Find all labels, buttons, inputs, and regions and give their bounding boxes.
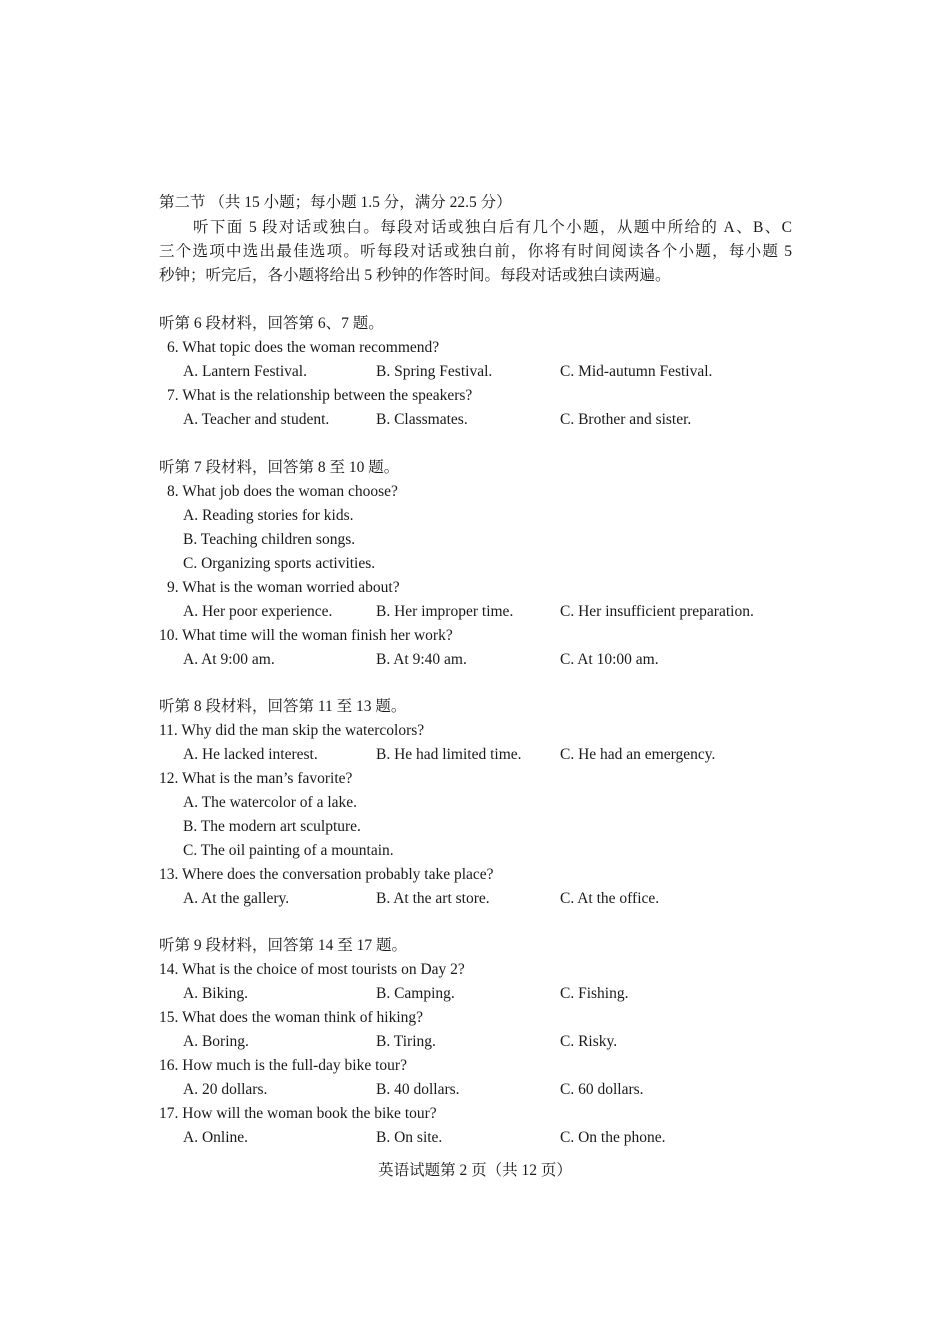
question-stem-17: 17. How will the woman book the bike tour? (159, 1105, 437, 1122)
option-9b: B. Her improper time. (376, 603, 514, 620)
option-7c: C. Brother and sister. (560, 411, 692, 428)
question-stem-6: 6. What topic does the woman recommend? (167, 339, 440, 356)
question-stem-12: 12. What is the man’s favorite? (159, 770, 353, 787)
option-16b: B. 40 dollars. (376, 1081, 460, 1098)
question-stem-16: 16. How much is the full-day bike tour? (159, 1057, 407, 1074)
instruction-line-3: 秒钟；听完后，各小题将给出 5 秒钟的作答时间。每段对话或独白读两遍。 (159, 267, 671, 284)
question-stem-7: 7. What is the relationship between the speakers? (167, 387, 473, 404)
question-stem-14: 14. What is the choice of most tourists on Day 2? (159, 961, 465, 978)
option-17c: C. On the phone. (560, 1129, 666, 1146)
option-16c: C. 60 dollars. (560, 1081, 644, 1098)
option-7b: B. Classmates. (376, 411, 468, 428)
option-10c: C. At 10:00 am. (560, 651, 659, 668)
option-6c: C. Mid-autumn Festival. (560, 363, 713, 380)
option-11a: A. He lacked interest. (183, 746, 318, 763)
option-9a: A. Her poor experience. (183, 603, 333, 620)
instruction-line-2: 三个选项中选出最佳选项。听每段对话或独白前，你将有时间阅读各个小题，每小题 5 (159, 243, 792, 260)
option-6a: A. Lantern Festival. (183, 363, 307, 380)
option-15c: C. Risky. (560, 1033, 618, 1050)
option-11b: B. He had limited time. (376, 746, 522, 763)
question-stem-8: 8. What job does the woman choose? (167, 483, 398, 500)
option-16a: A. 20 dollars. (183, 1081, 268, 1098)
option-15a: A. Boring. (183, 1033, 249, 1050)
option-7a: A. Teacher and student. (183, 411, 330, 428)
option-10b: B. At 9:40 am. (376, 651, 467, 668)
page-footer: 英语试题第 2 页（共 12 页） (378, 1162, 572, 1179)
group-heading-6: 听第 6 段材料，回答第 6、7 题。 (159, 315, 384, 332)
option-12a: A. The watercolor of a lake. (183, 794, 358, 811)
question-stem-11: 11. Why did the man skip the watercolors? (159, 722, 425, 739)
option-8b: B. Teaching children songs. (183, 531, 356, 548)
option-9c: C. Her insufficient preparation. (560, 603, 754, 620)
option-13c: C. At the office. (560, 890, 660, 907)
option-17a: A. Online. (183, 1129, 249, 1146)
instruction-line-1: 听下面 5 段对话或独白。每段对话或独白后有几个小题，从题中所给的 A、B、C (193, 219, 792, 236)
section-heading: 第二节 （共 15 小题；每小题 1.5 分，满分 22.5 分） (159, 194, 512, 211)
question-stem-10: 10. What time will the woman finish her work? (159, 627, 453, 644)
group-heading-7: 听第 7 段材料，回答第 8 至 10 题。 (159, 459, 400, 476)
option-12c: C. The oil painting of a mountain. (183, 842, 394, 859)
option-8c: C. Organizing sports activities. (183, 555, 376, 572)
question-stem-9: 9. What is the woman worried about? (167, 579, 400, 596)
option-14a: A. Biking. (183, 985, 249, 1002)
option-15b: B. Tiring. (376, 1033, 436, 1050)
question-stem-13: 13. Where does the conversation probably take place? (159, 866, 494, 883)
option-11c: C. He had an emergency. (560, 746, 716, 763)
option-10a: A. At 9:00 am. (183, 651, 275, 668)
option-6b: B. Spring Festival. (376, 363, 493, 380)
option-8a: A. Reading stories for kids. (183, 507, 354, 524)
option-17b: B. On site. (376, 1129, 443, 1146)
question-stem-15: 15. What does the woman think of hiking? (159, 1009, 424, 1026)
group-heading-9: 听第 9 段材料，回答第 14 至 17 题。 (159, 937, 408, 954)
group-heading-8: 听第 8 段材料，回答第 11 至 13 题。 (159, 698, 407, 715)
option-14c: C. Fishing. (560, 985, 629, 1002)
option-13a: A. At the gallery. (183, 890, 290, 907)
option-14b: B. Camping. (376, 985, 455, 1002)
option-13b: B. At the art store. (376, 890, 490, 907)
option-12b: B. The modern art sculpture. (183, 818, 361, 835)
